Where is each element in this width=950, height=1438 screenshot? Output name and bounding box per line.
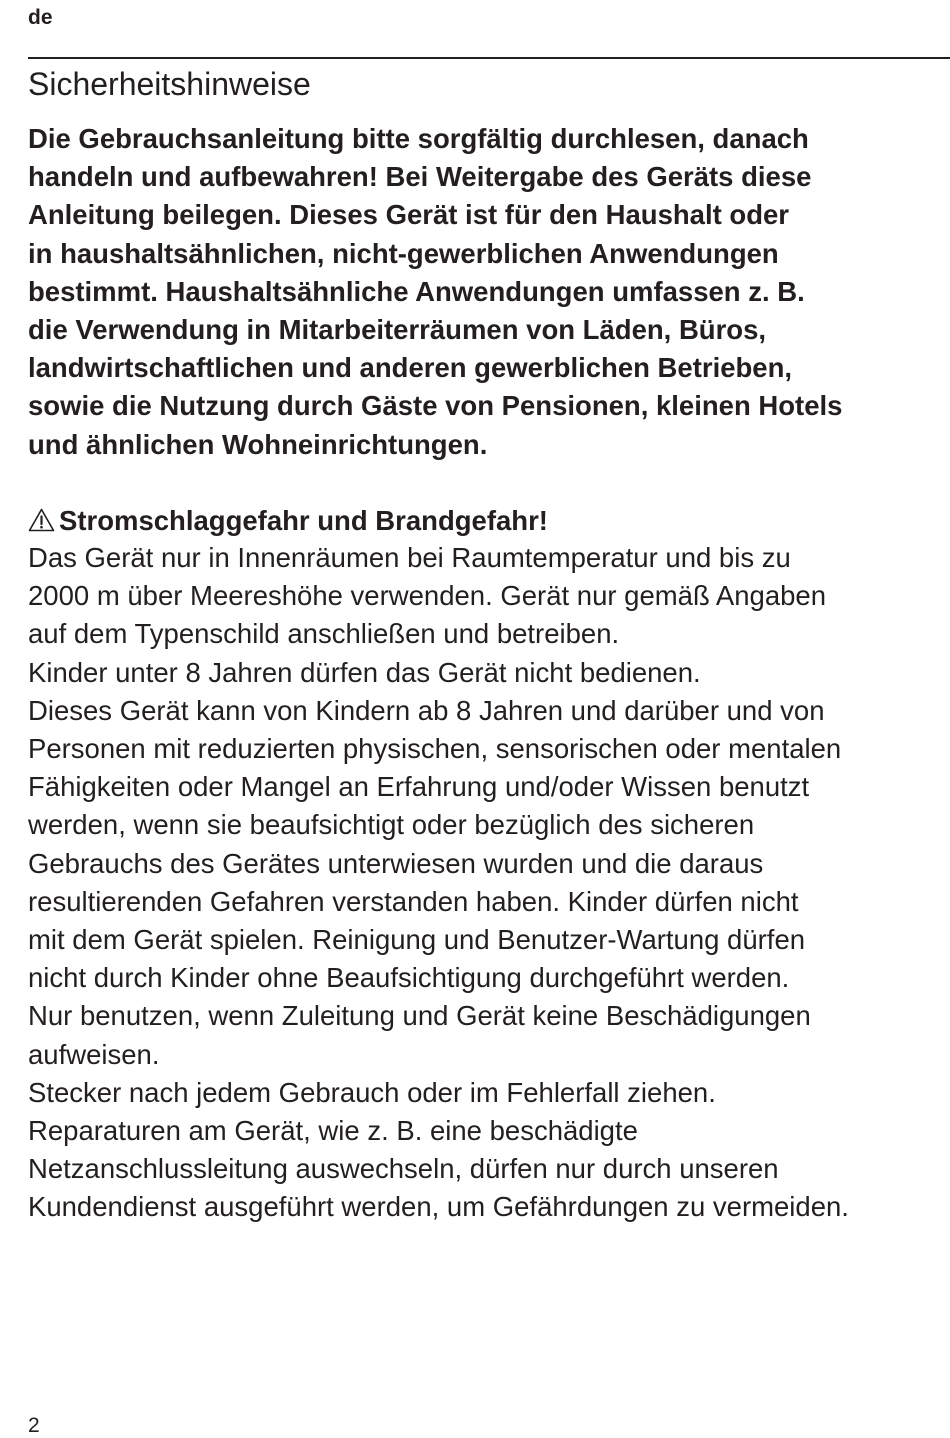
intro-line: die Verwendung in Mitarbeiterräumen von Läden, Büros, <box>28 314 767 346</box>
header-divider <box>28 57 950 59</box>
body-line: mit dem Gerät spielen. Reinigung und Benutzer-Wartung dürfen <box>28 924 806 956</box>
body-line: Fähigkeiten oder Mangel an Erfahrung und/oder Wissen benutzt <box>28 771 810 803</box>
intro-line: Die Gebrauchsanleitung bitte sorgfältig durchlesen, danach <box>28 123 809 154</box>
warning-triangle-icon <box>28 504 55 542</box>
intro-line: bestimmt. Haushaltsähnliche Anwendungen umfassen z. B. <box>28 275 805 307</box>
body-line: nicht durch Kinder ohne Beaufsichtigung durchgeführt werden. <box>28 962 790 994</box>
body-line: Dieses Gerät kann von Kindern ab 8 Jahren und darüber und von <box>28 694 825 726</box>
body-line: Netzanschlussleitung auswechseln, dürfen nur durch unseren <box>28 1153 779 1185</box>
body-line: auf dem Typenschild anschließen und betreiben. <box>28 618 620 650</box>
body-line: Reparaturen am Gerät, wie z. B. eine beschädigte <box>28 1115 638 1147</box>
body-line: Personen mit reduzierten physischen, sensorischen oder mentalen <box>28 733 842 765</box>
body-line: Kundendienst ausgeführt werden, um Gefährdungen zu vermeiden. <box>28 1191 849 1223</box>
section-title: Sicherheitshinweise <box>28 66 311 102</box>
intro-line: sowie die Nutzung durch Gäste von Pensionen, kleinen Hotels <box>28 390 843 422</box>
body-line: Kinder unter 8 Jahren dürfen das Gerät nicht bedienen. <box>28 656 701 688</box>
warning-heading <box>28 502 548 542</box>
body-line: werden, wenn sie beaufsichtigt oder bezüglich des sicheren <box>28 809 755 841</box>
body-line: 2000 m über Meereshöhe verwenden. Gerät nur gemäß Angaben <box>28 580 826 612</box>
body-line: resultierenden Gefahren verstanden haben. Kinder dürfen nicht <box>28 885 799 917</box>
body-line: Gebrauchs des Gerätes unterwiesen wurden und die daraus <box>28 847 764 879</box>
intro-line: und ähnlichen Wohneinrichtungen. <box>28 428 488 460</box>
body-line: Das Gerät nur in Innenräumen bei Raumtemperatur und bis zu <box>28 542 791 573</box>
page-number: 2 <box>28 1414 40 1437</box>
warning-body <box>28 539 943 1227</box>
warning-heading-text: Stromschlaggefahr und Brandgefahr! <box>59 505 548 536</box>
intro-line: landwirtschaftlichen und anderen gewerblichen Betrieben, <box>28 352 793 384</box>
intro-paragraph <box>28 120 943 464</box>
body-line: Nur benutzen, wenn Zuleitung und Gerät keine Beschädigungen <box>28 1000 811 1032</box>
intro-line: handeln und aufbewahren! Bei Weitergabe des Geräts diese <box>28 161 812 193</box>
intro-line: Anleitung beilegen. Dieses Gerät ist für den Haushalt oder <box>28 199 789 231</box>
body-line: aufweisen. <box>28 1038 160 1070</box>
body-line: Stecker nach jedem Gebrauch oder im Fehlerfall ziehen. <box>28 1076 716 1108</box>
intro-line: in haushaltsähnlichen, nicht-gewerblichen Anwendungen <box>28 237 779 269</box>
language-code: de <box>28 6 53 29</box>
